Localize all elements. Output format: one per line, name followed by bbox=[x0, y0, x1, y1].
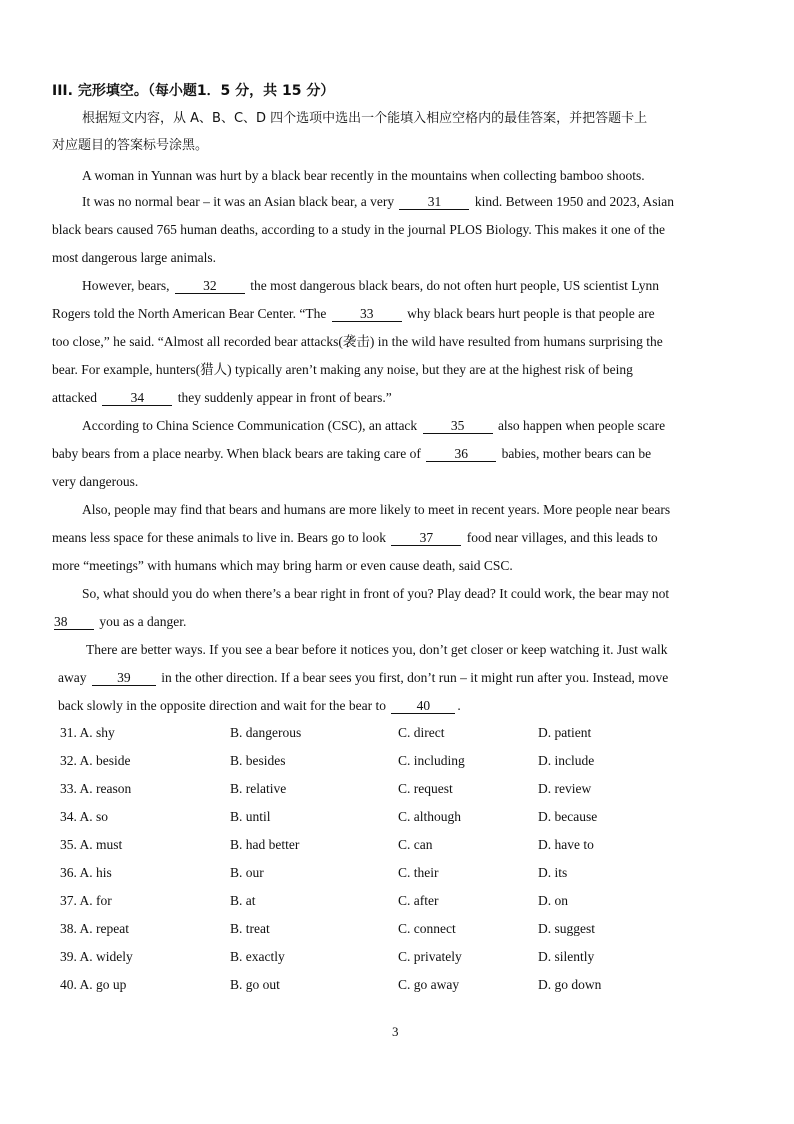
option-37-a: 37. A. for bbox=[60, 893, 112, 908]
option-37-d: D. on bbox=[538, 893, 568, 908]
text: . bbox=[457, 698, 461, 713]
option-37-c: C. after bbox=[398, 893, 439, 908]
option-37-b: B. at bbox=[230, 893, 256, 908]
passage-p4-line3: very dangerous. bbox=[52, 474, 139, 489]
passage-p1: A woman in Yunnan was hurt by a black bear recently in the mountains when collecting bamboo shoots. bbox=[82, 168, 645, 183]
blank-35: 35 bbox=[423, 418, 493, 434]
blank-33: 33 bbox=[332, 306, 402, 322]
passage-p7-line3 bbox=[58, 697, 461, 715]
option-32-b: B. besides bbox=[230, 753, 286, 768]
text: means less space for these animals to live in. Bears go to look bbox=[52, 530, 387, 545]
passage-p6-line2 bbox=[52, 613, 186, 631]
text: baby bears from a place nearby. When black bears are taking care of bbox=[52, 446, 421, 461]
option-40-a: 40. A. go up bbox=[60, 977, 127, 992]
option-36-b: B. our bbox=[230, 865, 264, 880]
option-33-d: D. review bbox=[538, 781, 592, 796]
option-31-d: D. patient bbox=[538, 725, 592, 740]
text: However, bears, bbox=[82, 278, 170, 293]
blank-39: 39 bbox=[92, 670, 156, 686]
option-36-a: 36. A. his bbox=[60, 865, 112, 880]
blank-37: 37 bbox=[391, 530, 461, 546]
option-35-d: D. have to bbox=[538, 837, 594, 852]
option-31-b: B. dangerous bbox=[230, 725, 302, 740]
text: food near villages, and this leads to bbox=[466, 530, 658, 545]
option-35-b: B. had better bbox=[230, 837, 300, 852]
passage-p4-line2 bbox=[52, 445, 651, 463]
text: kind. Between 1950 and 2023, Asian bbox=[474, 194, 674, 209]
option-34-c: C. although bbox=[398, 809, 461, 824]
passage-p3-line4: bear. For example, hunters(猎人) typically aren’t making any noise, but they are at the highest risk of being bbox=[52, 362, 633, 377]
option-35-c: C. can bbox=[398, 837, 433, 852]
passage-p3-line1 bbox=[82, 277, 659, 295]
text: the most dangerous black bears, do not often hurt people, US scientist Lynn bbox=[250, 278, 659, 293]
option-38-b: B. treat bbox=[230, 921, 270, 936]
option-31-a: 31. A. shy bbox=[60, 725, 115, 740]
text: away bbox=[58, 670, 87, 685]
passage-p4-line1 bbox=[82, 417, 665, 435]
passage-p5-line1: Also, people may find that bears and humans are more likely to meet in recent years. More people near bears bbox=[82, 502, 671, 517]
text: they suddenly appear in front of bears.” bbox=[177, 390, 392, 405]
option-34-b: B. until bbox=[230, 809, 271, 824]
passage-p2-line1 bbox=[82, 193, 674, 211]
option-34-d: D. because bbox=[538, 809, 598, 824]
text: also happen when people scare bbox=[497, 418, 666, 433]
text: According to China Science Communication (CSC), an attack bbox=[82, 418, 418, 433]
passage-p3-line2 bbox=[52, 305, 655, 323]
blank-34: 34 bbox=[102, 390, 172, 406]
option-38-a: 38. A. repeat bbox=[60, 921, 129, 936]
section-title: III. 完形填空。（每小题1．5 分，共 15 分） bbox=[52, 83, 335, 99]
text: you as a danger. bbox=[99, 614, 187, 629]
option-39-b: B. exactly bbox=[230, 949, 285, 964]
passage-p2-line2: black bears caused 765 human deaths, according to a study in the journal PLOS Biology. This makes it one of the bbox=[52, 222, 665, 237]
passage-p5-line2 bbox=[52, 529, 658, 547]
passage-p5-line3: more “meetings” with humans which may bring harm or even cause death, said CSC. bbox=[52, 558, 513, 573]
option-38-d: D. suggest bbox=[538, 921, 595, 936]
text: Rogers told the North American Bear Center. “The bbox=[52, 306, 327, 321]
option-39-c: C. privately bbox=[398, 949, 462, 964]
page-number: 3 bbox=[392, 1024, 399, 1039]
passage-p6-line1: So, what should you do when there’s a bear right in front of you? Play dead? It could work, the bear may not bbox=[82, 586, 670, 601]
passage-p7-line2 bbox=[58, 669, 668, 687]
passage-p3-line3: too close,” he said. “Almost all recorded bear attacks(袭击) in the wild have resulted from humans surprising the bbox=[52, 334, 663, 349]
option-33-a: 33. A. reason bbox=[60, 781, 132, 796]
option-40-b: B. go out bbox=[230, 977, 280, 992]
blank-38: 38 bbox=[54, 614, 94, 630]
text: It was no normal bear – it was an Asian black bear, a very bbox=[82, 194, 395, 209]
text: in the other direction. If a bear sees you first, don’t run – it might run after you. Instead, move bbox=[161, 670, 669, 685]
blank-32: 32 bbox=[175, 278, 245, 294]
option-39-a: 39. A. widely bbox=[60, 949, 133, 964]
option-32-d: D. include bbox=[538, 753, 595, 768]
option-33-b: B. relative bbox=[230, 781, 287, 796]
option-36-d: D. its bbox=[538, 865, 568, 880]
text: attacked bbox=[52, 390, 97, 405]
option-32-a: 32. A. beside bbox=[60, 753, 131, 768]
blank-36: 36 bbox=[426, 446, 496, 462]
option-36-c: C. their bbox=[398, 865, 439, 880]
option-40-d: D. go down bbox=[538, 977, 602, 992]
text: back slowly in the opposite direction and wait for the bear to bbox=[58, 698, 387, 713]
instruction-line-2: 对应题目的答案标号涂黑。 bbox=[52, 138, 209, 153]
blank-31: 31 bbox=[399, 194, 469, 210]
option-31-c: C. direct bbox=[398, 725, 445, 740]
passage-p3-line5 bbox=[52, 389, 392, 407]
instruction-line-1: 根据短文内容，从 A、B、C、D 四个选项中选出一个能填入相应空格内的最佳答案，并把答题卡上 bbox=[82, 111, 648, 126]
option-40-c: C. go away bbox=[398, 977, 460, 992]
passage-p7-line1: There are better ways. If you see a bear before it notices you, don’t get closer or keep watching it. Just walk bbox=[86, 642, 668, 657]
text: why black bears hurt people is that people are bbox=[407, 306, 655, 321]
blank-40: 40 bbox=[391, 698, 455, 714]
text: babies, mother bears can be bbox=[501, 446, 652, 461]
option-38-c: C. connect bbox=[398, 921, 456, 936]
option-39-d: D. silently bbox=[538, 949, 595, 964]
passage-p2-line3: most dangerous large animals. bbox=[52, 250, 216, 265]
option-34-a: 34. A. so bbox=[60, 809, 109, 824]
option-35-a: 35. A. must bbox=[60, 837, 123, 852]
option-32-c: C. including bbox=[398, 753, 465, 768]
option-33-c: C. request bbox=[398, 781, 453, 796]
